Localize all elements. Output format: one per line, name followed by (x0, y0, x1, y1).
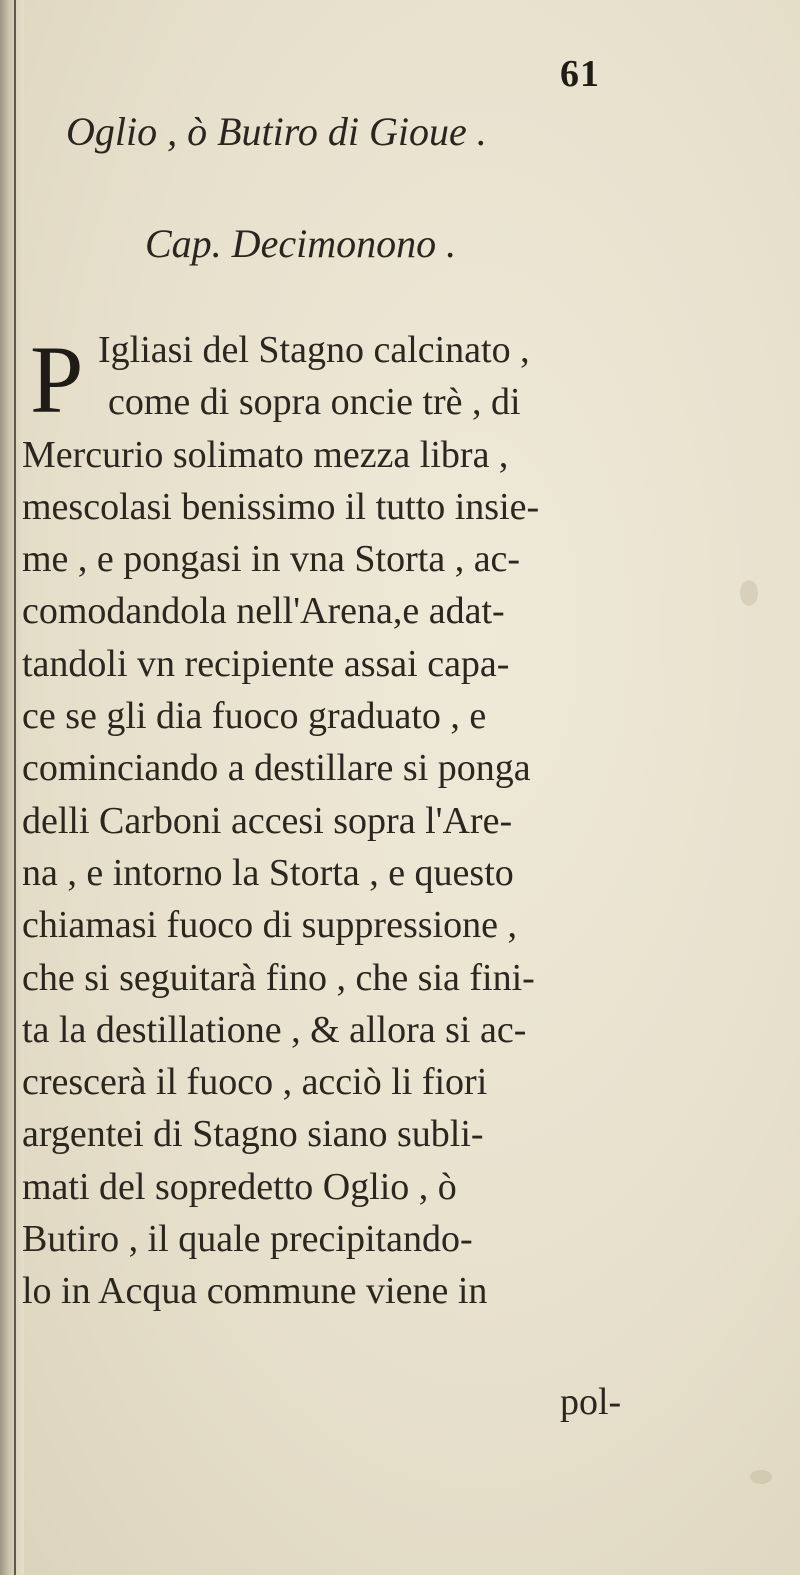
text-line: mati del sopredetto Oglio , ò (22, 1165, 457, 1208)
binding-edge-line (14, 0, 16, 1575)
text-line: ta la destillatione , & allora si ac- (22, 1008, 527, 1051)
body-text (22, 324, 722, 1318)
text-line: cominciando a destillare si ponga (22, 747, 531, 790)
text-line: crescerà il fuoco , acciò li fiori (22, 1061, 488, 1104)
page-number: 61 (560, 53, 600, 95)
running-title: Oglio , ò Butiro di Gioue . (66, 109, 487, 154)
text-line: ce se gli dia fuoco graduato , e (22, 695, 487, 738)
text-line: come di sopra oncie trè , di (108, 381, 521, 424)
paper-stain (740, 580, 758, 606)
text-line: comodandola nell'Arena,e adat- (22, 590, 505, 633)
text-line: argentei di Stagno siano subli- (22, 1113, 484, 1156)
text-line: Mercurio solimato mezza libra , (22, 433, 509, 476)
binding-gutter (0, 0, 24, 1575)
text-line: tandoli vn recipiente assai capa- (22, 642, 510, 685)
text-line: mescolasi benissimo il tutto insie- (22, 485, 540, 528)
chapter-heading: Cap. Decimonono . (145, 221, 457, 266)
catchword: pol- (560, 1381, 622, 1423)
text-line: lo in Acqua commune viene in (22, 1270, 488, 1313)
text-line: Butiro , il quale precipitando- (22, 1218, 473, 1261)
text-line: na , e intorno la Storta , e questo (22, 851, 514, 894)
paper-stain (750, 1470, 772, 1484)
drop-cap: P (30, 326, 84, 433)
text-line: me , e pongasi in vna Storta , ac- (22, 538, 521, 581)
text-line: delli Carboni accesi sopra l'Are- (22, 799, 513, 842)
text-line: Igliasi del Stagno calcinato , (98, 329, 530, 371)
text-line: che si seguitarà fino , che sia fini- (22, 956, 535, 999)
text-line: chiamasi fuoco di suppressione , (22, 904, 517, 947)
